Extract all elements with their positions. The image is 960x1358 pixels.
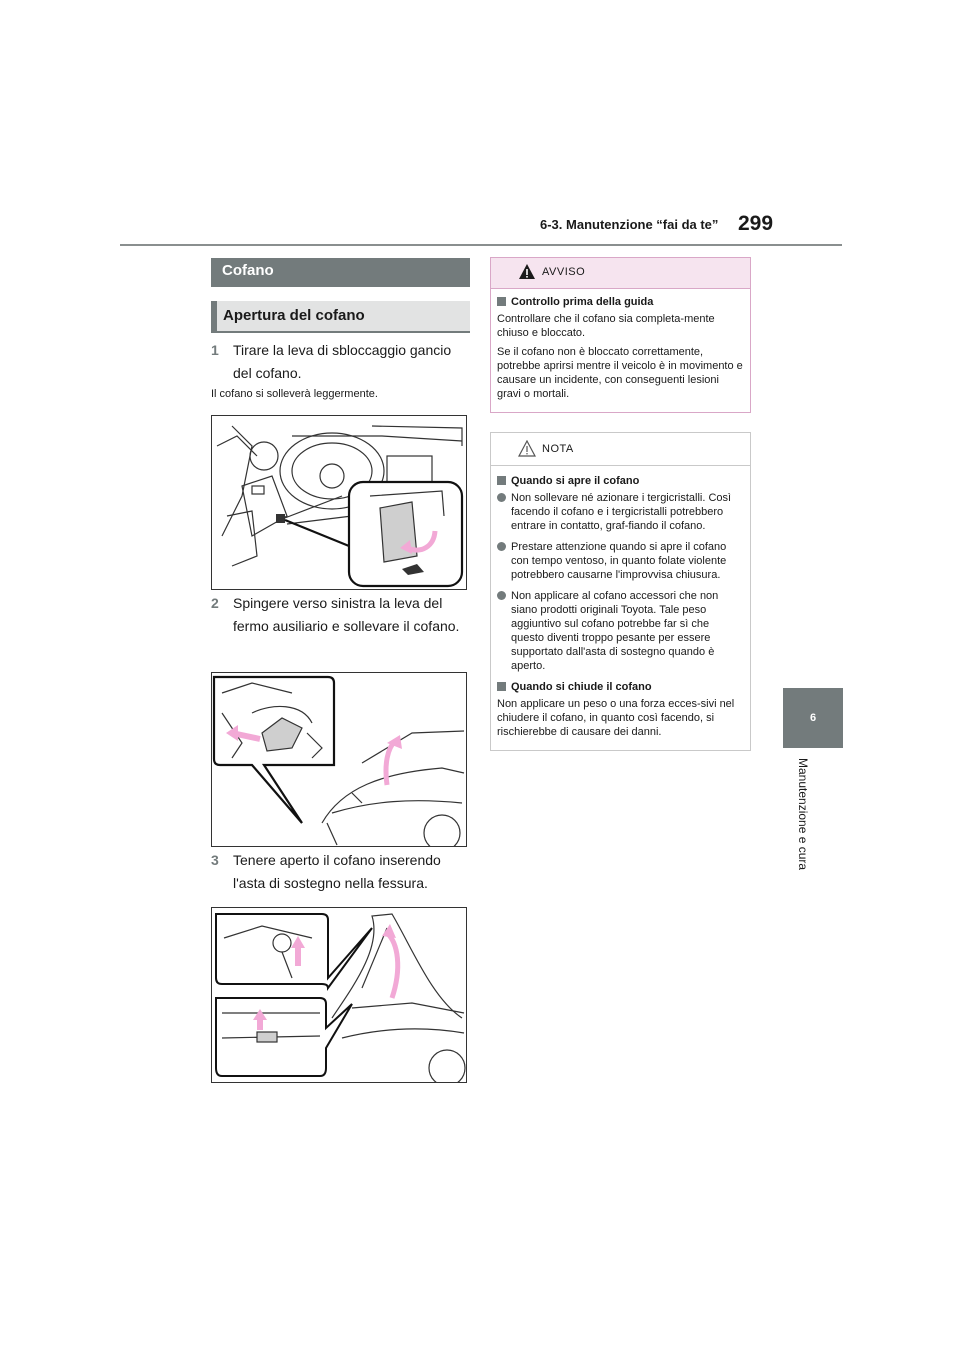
notice-header [491, 433, 750, 466]
warning-triangle-icon [518, 263, 536, 285]
warning-body [491, 289, 750, 412]
warning-paragraph: Se il cofano non è bloccato correttamente, potrebbe aprirsi mentre il veicolo è in movimento e causare un incidente, con conseguenti lesioni gravi o mortali. [497, 346, 743, 400]
running-header-title: 6-3. Manutenzione “fai da te” [540, 217, 719, 232]
support-rod-figure [211, 907, 467, 1083]
warning-box [490, 257, 751, 413]
notice-bullet: Prestare attenzione quando si apre il cofano con tempo ventoso, in quanto folate violente potrebbero causarne l'improvvisa chiusura. [497, 540, 744, 582]
round-bullet-icon [497, 591, 506, 600]
notice-close-text: Non applicare un peso o una forza ecces-sivi nel chiudere il cofano, in quanto così facendo, si rischierebbe di causare dei danni. [497, 698, 735, 738]
warning-header [491, 258, 750, 289]
hood-release-lever-figure [211, 415, 467, 590]
step-text: Tirare la leva di sbloccaggio gancio del cofano. [233, 342, 452, 381]
notice-heading-open: Quando si apre il cofano [497, 474, 744, 488]
step-text: Tenere aperto il cofano inserendo l'asta di sostegno nella fessura. [233, 852, 441, 891]
notice-bullet: Non applicare al cofano accessori che non siano prodotti originali Toyota. Tale peso aggiuntivo sul cofano potrebbe far sì che questo diventi troppo pesante per essere supportato dall'asta di sostegno quando è aperto. [497, 589, 744, 673]
square-bullet-icon [497, 297, 506, 306]
chapter-label [776, 758, 816, 888]
notice-box [490, 432, 751, 751]
step-1 [211, 339, 473, 385]
page-number: 299 [738, 212, 774, 235]
chapter-label-text: Manutenzione e cura [796, 758, 810, 871]
step-number: 3 [211, 852, 219, 868]
notice-heading-close: Quando si chiude il cofano [497, 680, 744, 694]
notice-title: NOTA [542, 443, 574, 455]
warning-paragraph: Controllare che il cofano sia completa-mente chiuso e bloccato. [497, 313, 715, 339]
square-bullet-icon [497, 476, 506, 485]
notice-bullet: Non sollevare né azionare i tergicristalli. Così facendo il cofano e i tergicristalli potrebbero entrare in contatto, graf-fiando il cofano. [497, 491, 744, 533]
header-rule [120, 244, 842, 246]
round-bullet-icon [497, 542, 506, 551]
step-number: 1 [211, 342, 219, 358]
chapter-tab: 6 [783, 688, 843, 748]
auxiliary-catch-figure [211, 672, 467, 847]
caution-triangle-icon [518, 440, 536, 462]
warning-title: AVVISO [542, 266, 586, 278]
warning-heading: Controllo prima della guida [497, 295, 744, 309]
section-title: Cofano [211, 258, 470, 287]
square-bullet-icon [497, 682, 506, 691]
step-number: 2 [211, 595, 219, 611]
step-3 [211, 849, 473, 895]
notice-body [491, 466, 750, 750]
step-text: Spingere verso sinistra la leva del fermo ausiliario e sollevare il cofano. [233, 595, 460, 634]
round-bullet-icon [497, 493, 506, 502]
step-2 [211, 592, 473, 638]
step-1-note: Il cofano si solleverà leggermente. [211, 388, 378, 400]
subsection-title: Apertura del cofano [211, 301, 470, 333]
